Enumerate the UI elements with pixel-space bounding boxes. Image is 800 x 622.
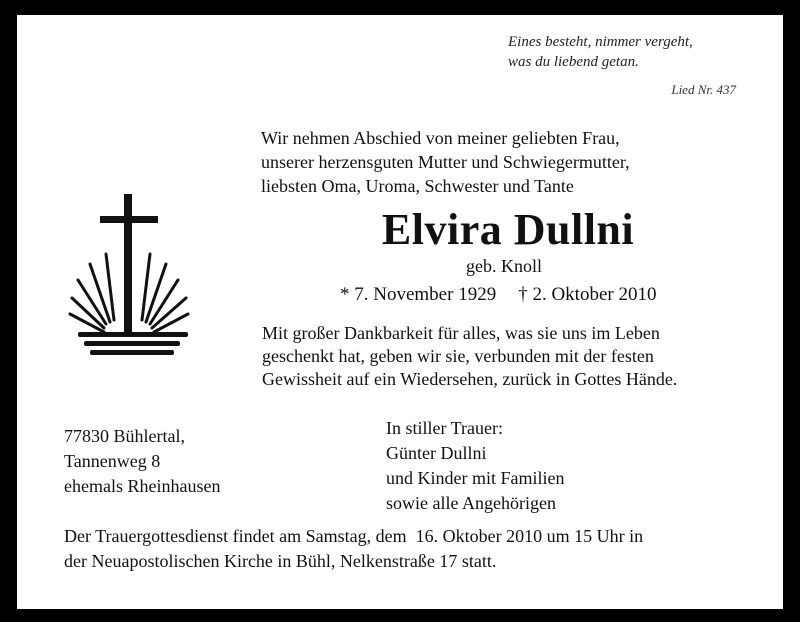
family-address (64, 424, 220, 499)
intro-line-1: Wir nehmen Abschied von meiner geliebten Frau, (261, 128, 620, 148)
motto-line-2: was du liebend getan. (508, 54, 639, 70)
deceased-name: Elvira Dullni (381, 205, 635, 254)
life-dates (340, 284, 656, 306)
motto-quote (508, 32, 693, 72)
motto-reference: Lied Nr. 437 (671, 82, 736, 97)
message-line-3: Gewissheit auf ein Wiedersehen, zurück in Gottes Hände. (262, 369, 678, 389)
birth-date: * 7. November 1929 (340, 284, 497, 305)
address-line-2: Tannenweg 8 (64, 451, 161, 471)
motto-line-1: Eines besteht, nimmer vergeht, (508, 34, 693, 50)
service-line-1: Der Trauergottesdienst findet am Samstag, dem 16. Oktober 2010 um 15 Uhr in (64, 526, 644, 546)
intro-line-2: unserer herzensguten Mutter und Schwiegermutter, (261, 152, 630, 172)
mourners-list (386, 416, 564, 516)
birth-name: geb. Knoll (466, 256, 542, 276)
death-date: † 2. Oktober 2010 (518, 284, 657, 305)
mourner-line-2: und Kinder mit Familien (386, 468, 565, 488)
message-line-2: geschenkt hat, geben wir sie, verbunden mit der festen (262, 346, 654, 366)
intro-text (261, 126, 630, 198)
intro-line-3: liebsten Oma, Uroma, Schwester und Tante (261, 176, 574, 196)
mourner-line-1: Günter Dullni (386, 443, 487, 463)
mourner-line-3: sowie alle Angehörigen (386, 493, 556, 513)
farewell-message (262, 322, 762, 391)
message-line-1: Mit großer Dankbarkeit für alles, was sie uns im Leben (262, 323, 660, 343)
mourners-heading: In stiller Trauer: (386, 418, 503, 438)
service-announcement (64, 524, 764, 574)
address-line-1: 77830 Bühlertal, (64, 426, 185, 446)
service-line-2: der Neuapostolischen Kirche in Bühl, Nelkenstraße 17 statt. (64, 551, 497, 571)
address-line-3: ehemals Rheinhausen (64, 476, 221, 496)
